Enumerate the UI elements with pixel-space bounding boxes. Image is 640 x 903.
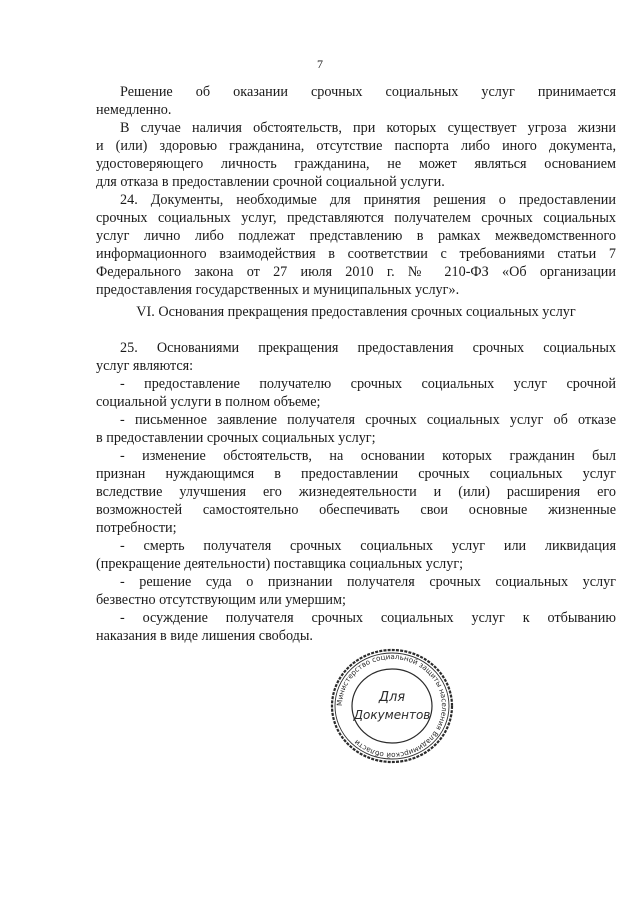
text-line: - предоставление получателю срочных социальных услуг срочной	[120, 376, 616, 392]
text-line: возможностей самостоятельно обеспечивать свои основные жизненные	[96, 502, 616, 518]
official-stamp	[329, 647, 455, 765]
text-line: - решение суда о признании получателя срочных социальных услуг	[120, 574, 616, 590]
text-line: - осуждение получателя срочных социальных услуг к отбыванию	[120, 610, 616, 626]
text-line: социальной услуги в полном объеме;	[96, 394, 321, 410]
text-line: срочных социальных услуг, представляются получателем срочных социальных	[96, 210, 616, 226]
text-line: вследствие улучшения его жизнедеятельности и (или) расширения его	[96, 484, 616, 500]
text-line: 24. Документы, необходимые для принятия решения о предоставлении	[120, 192, 616, 208]
text-line: для отказа в предоставлении срочной социальной услуги.	[96, 174, 445, 190]
text-line: предоставления государственных и муниципальных услуг».	[96, 282, 460, 298]
stamp-center-line-2: Документов	[353, 708, 431, 722]
text-line: В случае наличия обстоятельств, при которых существует угроза жизни	[120, 120, 616, 136]
text-block-termination-grounds	[96, 339, 616, 645]
stamp-ring-text: Министерство социальной защиты населения Владимирской области	[334, 651, 450, 761]
text-line: - письменное заявление получателя срочных социальных услуг об отказе	[120, 412, 616, 428]
section-heading: VI. Основания прекращения предоставления срочных социальных услуг	[136, 304, 576, 320]
text-line: немедленно.	[96, 102, 172, 118]
text-line: - смерть получателя срочных социальных услуг или ликвидация	[120, 538, 616, 554]
text-line: потребности;	[96, 520, 177, 536]
text-line: информационного взаимодействия в соответствии с требованиями статьи 7	[96, 246, 616, 262]
stamp-inner-ring	[352, 669, 432, 743]
text-line: Федерального закона от 27 июля 2010 г. № 210-ФЗ «Об организации	[96, 264, 616, 280]
text-line: в предоставлении срочных социальных услуг;	[96, 430, 376, 446]
text-line: наказания в виде лишения свободы.	[96, 628, 313, 644]
text-line: (прекращение деятельности) поставщика социальных услуг;	[96, 556, 464, 572]
text-line: безвестно отсутствующим или умершим;	[96, 592, 346, 608]
text-line: признан нуждающимся в предоставлении срочных социальных услуг	[96, 466, 616, 482]
page-number: 7	[317, 57, 323, 71]
text-line: услуг лично либо подлежат представлению в рамках межведомственного	[96, 228, 616, 244]
stamp-center-line-1: Для	[378, 690, 406, 705]
text-line: услуг являются:	[96, 358, 194, 374]
stamp-outer-ring	[332, 650, 452, 762]
text-line: удостоверяющего личность гражданина, не может являться основанием	[96, 156, 616, 172]
text-line: Решение об оказании срочных социальных услуг принимается	[120, 84, 616, 100]
text-line: и (или) здоровью гражданина, отсутствие паспорта либо иного документа,	[96, 138, 616, 154]
text-block-procedure	[96, 83, 616, 299]
text-line: 25. Основаниями прекращения предоставления срочных социальных	[120, 340, 616, 356]
text-line: - изменение обстоятельств, на основании которых гражданин был	[120, 448, 616, 464]
